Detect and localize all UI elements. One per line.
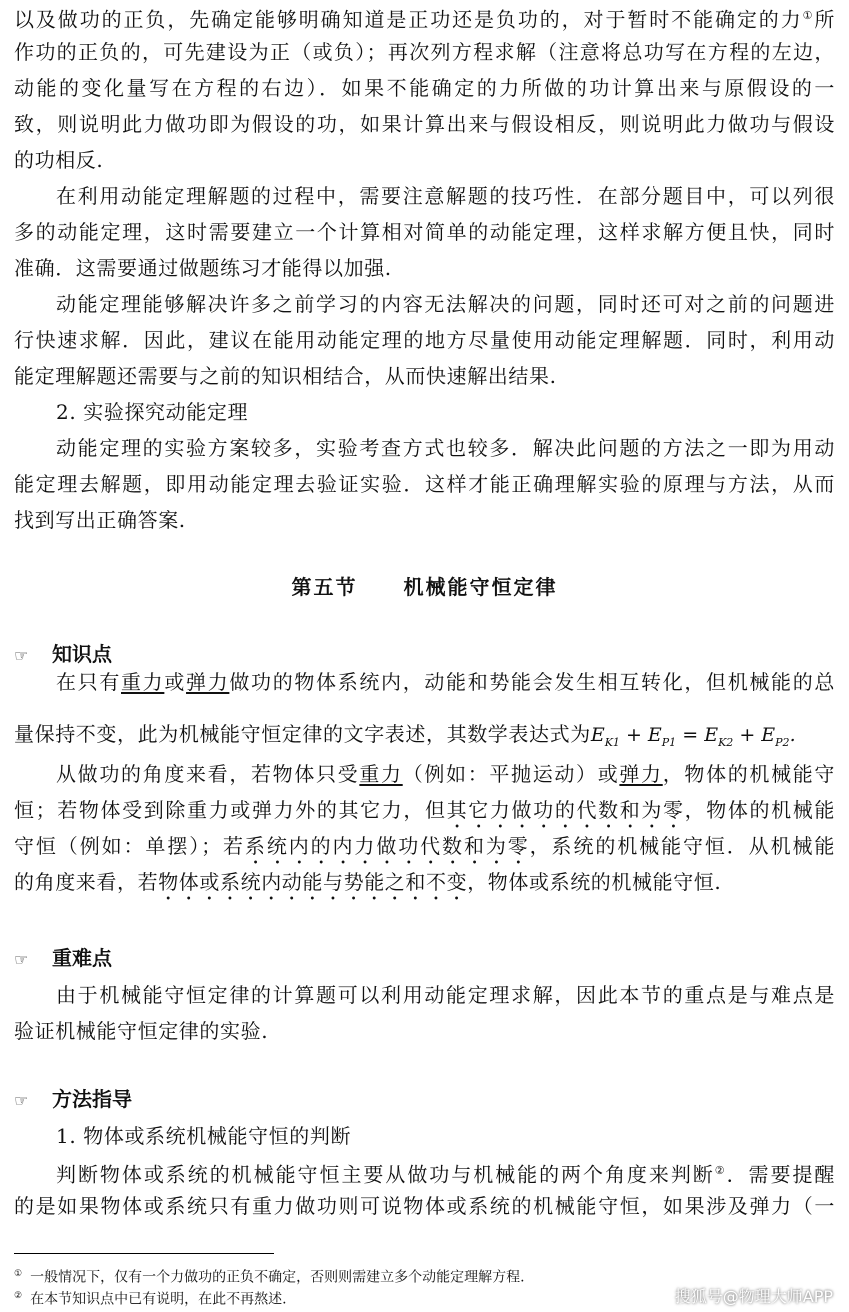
watermark: 搜狐号@物理大师APP <box>674 1287 833 1306</box>
text-line: 行快速求解．因此，建议在能用动能定理的地方尽量使用动能定理解题．同时，利用动 <box>14 328 835 352</box>
text-line: 验证机械能守恒定律的实验. <box>14 1019 269 1043</box>
text-line: 的角度来看，若物体或系统内动能与势能之和不变，物体或系统的机械能守恒. <box>14 870 722 894</box>
difficulty-heading: ☞ 重难点 <box>14 946 112 970</box>
footnote-ref: ① <box>802 9 815 22</box>
list-item: 2. 实验探究动能定理 <box>56 400 249 424</box>
text-line: 由于机械能守恒定律的计算题可以利用动能定理求解，因此本节的重点是与难点是 <box>56 983 835 1007</box>
pointing-hand-icon: ☞ <box>14 950 29 969</box>
text-line: 的功相反. <box>14 148 104 172</box>
text-line: 量保持不变，此为机械能守恒定律的文字表述，其数学表达式为$E_{K1} + E_{P1} = E_{K2} + E_{P2}$. <box>14 722 796 749</box>
knowledge-heading: ☞ 知识点 <box>14 642 112 666</box>
method-heading: ☞ 方法指导 <box>14 1087 132 1111</box>
pointing-hand-icon: ☞ <box>14 646 29 665</box>
pointing-hand-icon: ☞ <box>14 1091 29 1110</box>
text-line: 判断物体或系统的机械能守恒主要从做功与机械能的两个角度来判断②．需要提醒 <box>56 1162 836 1187</box>
text-line: 从做功的角度来看，若物体只受重力（例如：平抛运动）或弹力，物体的机械能守 <box>56 762 836 786</box>
text-line: 动能定理的实验方案较多，实验考查方式也较多．解决此问题的方法之一即为用动 <box>56 436 835 460</box>
footnote: ② 在本节知识点中已有说明，在此不再熬述. <box>14 1291 287 1308</box>
section-title: 第五节 机械能守恒定律 <box>291 575 558 599</box>
text-line: 守恒（例如：单摆）；若系统内的内力做功代数和为零，系统的机械能守恒．从机械能 <box>14 834 835 858</box>
text-line: 动能的变化量写在方程的右边）．如果不能确定的力所做的功计算出来与原假设的一 <box>14 76 835 100</box>
text-line: 在利用动能定理解题的过程中，需要注意解题的技巧性．在部分题目中，可以列很 <box>56 184 835 208</box>
footnote-divider <box>14 1253 274 1254</box>
text-line: 动能定理能够解决许多之前学习的内容无法解决的问题，同时还可对之前的问题进 <box>56 292 835 316</box>
footnote: ① 一般情况下，仅有一个力做功的正负不确定，否则则需建立多个动能定理解方程. <box>14 1269 525 1286</box>
text-line: 能定理去解题，即用动能定理去验证实验．这样才能正确理解实验的原理与方法，从而 <box>14 472 835 496</box>
text-line: 准确．这需要通过做题练习才能得以加强. <box>14 256 392 280</box>
text-line: 多的动能定理，这时需要建立一个计算相对简单的动能定理，这样求解方便且快，同时 <box>14 220 835 244</box>
text-line: 以及做功的正负，先确定能够明确知道是正功还是负功的，对于暂时不能确定的力①所 <box>14 7 835 32</box>
text-line: 的是如果物体或系统只有重力做功则可说物体或系统的机械能守恒，如果涉及弹力（一 <box>14 1194 835 1218</box>
text-line: 能定理解题还需要与之前的知识相结合，从而快速解出结果. <box>14 364 557 388</box>
text-line: 致，则说明此力做功即为假设的功，如果计算出来与假设相反，则说明此力做功与假设 <box>14 112 835 136</box>
text-line: 作功的正负的，可先建设为正（或负）；再次列方程求解（注意将总功写在方程的左边， <box>14 40 835 64</box>
list-item: 1. 物体或系统机械能守恒的判断 <box>56 1124 352 1148</box>
text-line: 找到写出正确答案. <box>14 508 186 532</box>
footnote-ref: ② <box>714 1164 727 1177</box>
energy-formula: $E_{K1} + E_{P1} = E_{K2} + E_{P2}$. <box>590 724 796 749</box>
text-line: 在只有重力或弹力做功的物体系统内，动能和势能会发生相互转化，但机械能的总 <box>56 670 835 694</box>
text-line: 恒；若物体受到除重力或弹力外的其它力，但其它力做功的代数和为零，物体的机械能 <box>14 798 836 822</box>
